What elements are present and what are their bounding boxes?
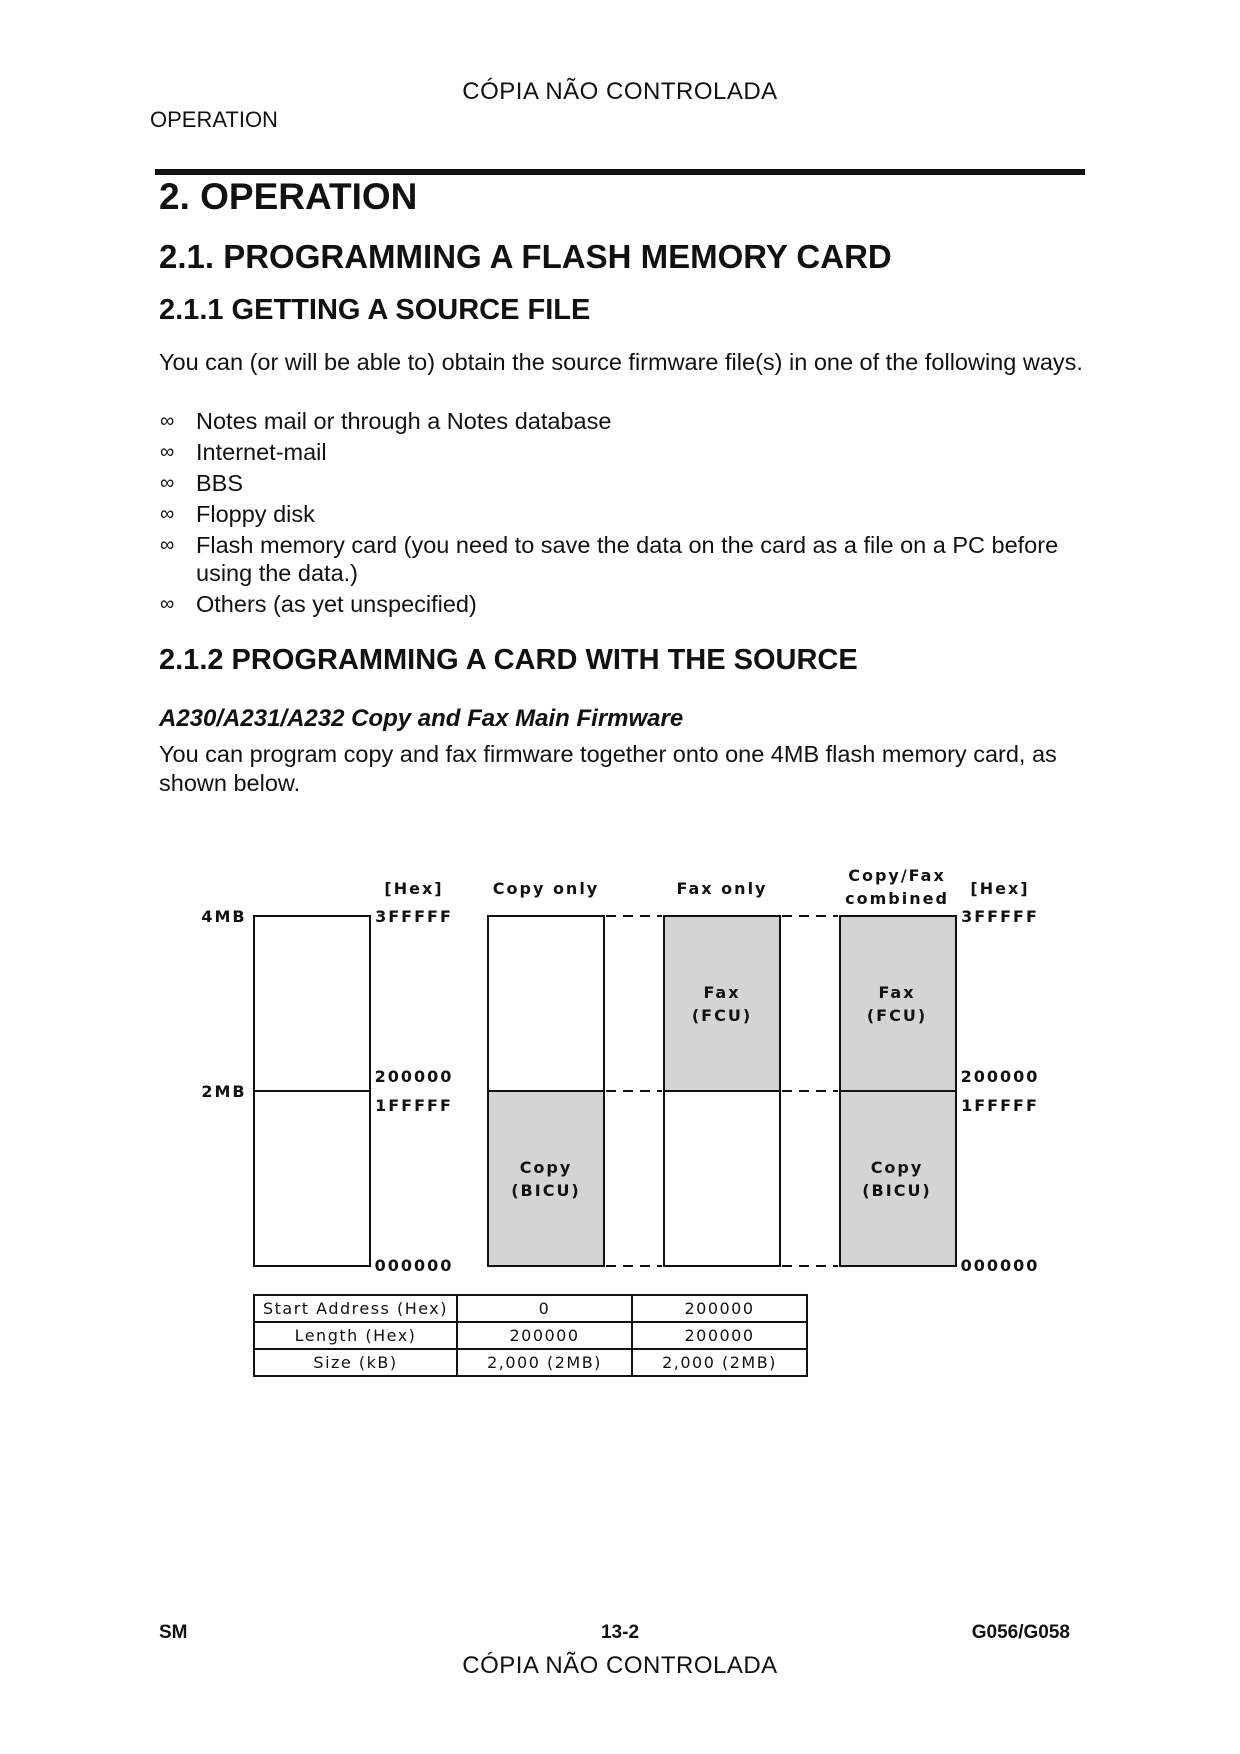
hex-header-right: [Hex] [970,879,1030,898]
list-item: ∞ Notes mail or through a Notes database [160,408,612,434]
column-label-fax-only: Fax only [676,879,768,898]
list-item: ∞ Flash memory card (you need to save the data on the card as a file on a PC before using the data.) [160,532,1059,586]
header-rule [155,169,1085,175]
copy-label-combined: Copy [870,1158,924,1177]
fax-label-combined: Fax [878,983,916,1002]
address-top-left: 3FFFFF [375,907,453,926]
memory-map-figure [0,850,1240,1280]
bicu-label-copy-only: (BICU) [511,1181,581,1200]
watermark-top: CÓPIA NÃO CONTROLADA [462,78,778,105]
address-bottom-right: 000000 [960,1256,1040,1275]
address-mid-lower-right: 1FFFFF [961,1096,1039,1115]
address-bottom-left: 000000 [374,1256,454,1275]
infinity-bullet-icon: ∞ [160,534,175,556]
hex-header-left: [Hex] [384,879,444,898]
subsection-title-source-file: 2.1.1 GETTING A SOURCE FILE [159,294,591,326]
list-item: ∞ Floppy disk [160,501,315,527]
infinity-bullet-icon: ∞ [160,472,175,494]
chapter-title: 2. OPERATION [159,176,418,217]
size-label-4mb: 4MB [201,907,247,926]
column-label-combined-line1: Copy/Fax [848,866,946,885]
page-number: 13-2 [600,1622,640,1643]
fcu-label-fax-only: (FCU) [691,1006,753,1025]
infinity-bullet-icon: ∞ [160,410,175,432]
firmware-heading: A230/A231/A232 Copy and Fax Main Firmware [159,705,684,732]
address-table [253,1294,808,1377]
fax-region-fax-only [664,916,780,1091]
footer-left: SM [159,1622,188,1643]
table-row: Start Address (Hex) 0 200000 [254,1295,807,1322]
infinity-bullet-icon: ∞ [160,441,175,463]
size-label-2mb: 2MB [201,1082,247,1101]
running-head: OPERATION [150,107,278,132]
column-label-copy-only: Copy only [492,879,600,898]
list-item: ∞ BBS [160,470,244,496]
bicu-label-combined: (BICU) [862,1181,932,1200]
programming-paragraph: You can program copy and fax firmware together onto one 4MB flash memory card, as shown below. [159,741,1057,796]
fax-region-combined [840,916,956,1091]
infinity-bullet-icon: ∞ [160,593,175,615]
fax-label-fax-only: Fax [703,983,741,1002]
copy-region-combined [840,1091,956,1266]
table-row: Length (Hex) 200000 200000 [254,1322,807,1349]
column-label-combined-line2: combined [845,889,949,908]
infinity-bullet-icon: ∞ [160,503,175,525]
source-list [160,407,1090,621]
address-mid-lower-left: 1FFFFF [375,1096,453,1115]
footer-right: G056/G058 [971,1622,1070,1643]
address-mid-upper-right: 200000 [960,1067,1040,1086]
fcu-label-combined: (FCU) [866,1006,928,1025]
table-row: Size (kB) 2,000 (2MB) 2,000 (2MB) [254,1349,807,1376]
list-item: ∞ Internet-mail [160,439,327,465]
intro-paragraph: You can (or will be able to) obtain the source firmware file(s) in one of the following ways. [159,349,1083,375]
watermark-bottom: CÓPIA NÃO CONTROLADA [462,1652,778,1679]
copy-region-copy-only [488,1091,604,1266]
section-title: 2.1. PROGRAMMING A FLASH MEMORY CARD [159,238,892,275]
address-mid-upper-left: 200000 [374,1067,454,1086]
subsection-title-programming: 2.1.2 PROGRAMMING A CARD WITH THE SOURCE [159,644,858,676]
copy-label-copy-only: Copy [519,1158,573,1177]
address-top-right: 3FFFFF [961,907,1039,926]
list-item: ∞ Others (as yet unspecified) [160,591,477,617]
